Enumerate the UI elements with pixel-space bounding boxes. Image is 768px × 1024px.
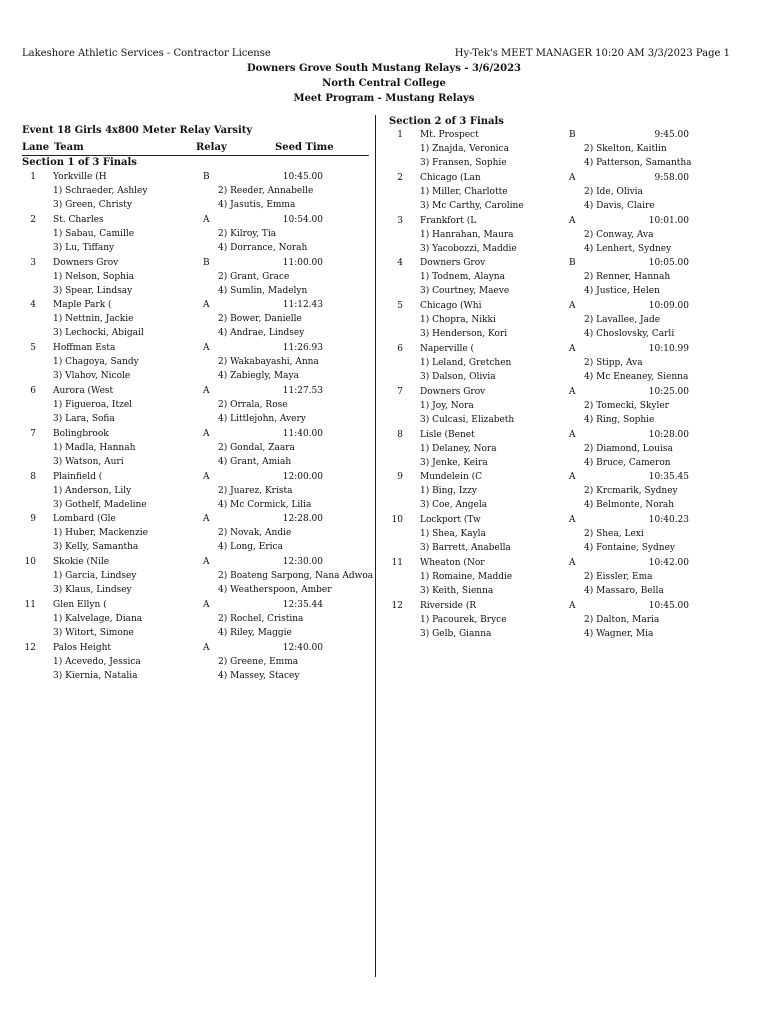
runner-3: 3) Lechocki, Abigail [53,328,144,339]
relay-letter: B [203,257,210,268]
runner-1: 1) Madla, Hannah [53,442,136,453]
runner-4: 4) Sumlin, Madelyn [218,285,308,296]
runner-3: 3) Klaus, Lindsey [53,585,132,596]
seed-time: 10:09.00 [648,301,689,312]
seed-time: 12:00.00 [282,471,323,482]
lane-number: 12 [24,642,36,653]
seed-time: 12:28.00 [282,514,323,525]
relay-entry [389,558,739,601]
relay-entry [22,215,372,258]
meet-title: Downers Grove South Mustang Relays - 3/6/2023 [247,63,521,74]
relay-entry [22,386,372,429]
column-header-relay: Relay [196,142,227,153]
relay-entry [389,515,739,558]
team-name: Plainfield ( [53,471,103,482]
relay-entry [22,172,372,215]
seed-time: 10:45.00 [648,600,689,611]
runner-2: 2) Shea, Lexi [584,529,644,540]
runner-4: 4) Patterson, Samantha [584,158,692,168]
runner-2: 2) Wakabayashi, Anna [218,357,319,368]
lane-number: 4 [30,300,36,311]
runner-4: 4) Weatherspoon, Amber [218,585,332,596]
lane-number: 11 [24,600,36,610]
column-header-seed-time: Seed Time [275,142,334,153]
runner-2: 2) Diamond, Louisa [584,443,673,454]
runner-3: 3) Fransen, Sophie [420,158,507,168]
relay-entry [389,173,739,216]
runner-2: 2) Tomecki, Skyler [584,400,669,411]
lane-number: 2 [30,214,36,225]
team-name: Lombard (Gle [53,514,116,525]
runner-1: 1) Huber, Mackenzie [53,528,149,539]
relay-letter: A [203,471,210,482]
relay-letter: A [569,386,576,397]
lane-number: 8 [397,429,403,440]
lane-number: 7 [397,386,403,397]
seed-time: 11:40.00 [282,428,323,439]
relay-letter: A [203,300,210,311]
runner-1: 1) Anderson, Lily [53,485,132,496]
runner-2: 2) Stipp, Ava [584,358,643,368]
relay-letter: A [203,428,210,439]
team-name: Lockport (Tw [420,515,481,526]
runner-4: 4) Dorrance, Norah [218,242,308,253]
runner-3: 3) Mc Carthy, Caroline [420,200,524,211]
team-name: Bolingbrook [53,428,109,439]
relay-letter: A [569,215,576,226]
relay-entry [22,472,372,515]
venue-title: North Central College [322,78,446,89]
relay-letter: A [569,301,576,312]
runner-2: 2) Lavallee, Jade [584,315,661,326]
runner-1: 1) Kalvelage, Diana [53,614,143,624]
runner-2: 2) Eissler, Ema [584,572,653,582]
runner-2: 2) Ide, Olivia [584,186,643,197]
relay-letter: A [569,172,576,183]
relay-entry [389,472,739,515]
relay-letter: B [203,172,210,182]
runner-4: 4) Massaro, Bella [584,586,664,596]
team-name: Chicago (Whi [420,301,482,312]
relay-entry [22,557,372,600]
relay-entry [22,514,372,557]
relay-letter: A [569,472,576,483]
runner-1: 1) Leland, Gretchen [420,358,512,368]
runner-1: 1) Acevedo, Jessica [53,656,141,667]
seed-time: 12:35.44 [282,600,323,610]
seed-time: 11:27.53 [282,386,323,396]
team-name: Riverside (R [420,600,477,611]
relay-entry [389,301,739,344]
team-name: Mundelein (C [420,472,483,483]
runner-4: 4) Justice, Helen [584,286,660,297]
runner-3: 3) Gelb, Gianna [420,628,492,639]
lane-number: 6 [397,344,403,354]
team-name: Naperville ( [420,344,475,354]
relay-entry [22,643,372,686]
team-name: Mt. Prospect [420,130,479,140]
relay-letter: A [203,557,210,568]
license-text: Lakeshore Athletic Services - Contractor License [22,48,271,59]
column-header-team: Team [54,142,84,153]
runner-3: 3) Lu, Tiffany [53,242,115,253]
header-rule [22,155,369,156]
event-title: Event 18 Girls 4x800 Meter Relay Varsity [22,125,253,136]
team-name: Yorkville (H [53,172,107,182]
seed-time: 12:40.00 [282,642,323,653]
relay-letter: A [569,600,576,611]
runner-4: 4) Lenhert, Sydney [584,243,672,254]
relay-entry [22,343,372,386]
runner-4: 4) Mc Cormick, Lilia [218,499,312,510]
runner-1: 1) Chopra, Nikki [420,315,496,326]
runner-1: 1) Shea, Kayla [420,529,486,540]
lane-number: 5 [397,301,403,312]
team-name: Chicago (Lan [420,172,481,183]
relay-entry [389,216,739,259]
relay-letter: A [203,642,210,653]
team-name: Frankfort (L [420,215,477,226]
runner-3: 3) Witort, Simone [53,628,134,638]
runner-1: 1) Todnem, Alayna [420,272,505,283]
runner-2: 2) Rochel, Cristina [218,614,304,624]
team-name: St. Charles [53,214,104,225]
lane-number: 4 [397,258,403,269]
runner-4: 4) Bruce, Cameron [584,457,671,468]
team-name: Glen Ellyn ( [53,600,107,610]
runner-4: 4) Massey, Stacey [218,670,300,681]
lane-number: 11 [391,558,403,568]
software-stamp: Hy-Tek's MEET MANAGER 10:20 AM 3/3/2023 Page 1 [454,48,730,59]
column-header-lane: Lane [22,142,50,153]
runner-4: 4) Ring, Sophie [584,414,655,425]
runner-2: 2) Reeder, Annabelle [218,186,314,196]
relay-letter: A [203,386,210,396]
runner-3: 3) Green, Christy [53,200,132,210]
runner-2: 2) Renner, Hannah [584,272,671,283]
relay-letter: A [203,214,210,225]
lane-number: 9 [30,514,36,525]
runner-1: 1) Sabau, Camille [53,228,135,239]
runner-2: 2) Juarez, Krista [218,485,293,496]
team-name: Lisle (Benet [420,429,475,440]
runner-4: 4) Mc Eneaney, Sienna [584,372,689,382]
runner-1: 1) Chagoya, Sandy [53,357,139,368]
relay-letter: A [203,514,210,525]
lane-number: 6 [30,386,36,396]
team-name: Downers Grov [420,386,486,397]
seed-time: 9:45.00 [654,130,689,140]
runner-1: 1) Pacourek, Bryce [420,614,507,625]
relay-entry [22,300,372,343]
seed-time: 9:58.00 [654,172,689,183]
runner-2: 2) Dalton, Maria [584,614,660,625]
seed-time: 10:28.00 [648,429,689,440]
column-divider [375,115,376,977]
runner-4: 4) Fontaine, Sydney [584,543,675,554]
relay-letter: A [203,343,210,354]
relay-entry [22,429,372,472]
runner-1: 1) Joy, Nora [420,400,474,411]
lane-number: 1 [397,130,403,140]
seed-time: 11:00.00 [282,257,323,268]
runner-1: 1) Bing, Izzy [420,486,477,497]
team-name: Aurora (West [53,386,114,396]
relay-letter: A [203,600,210,610]
lane-number: 3 [397,215,403,226]
runner-3: 3) Culcasi, Elizabeth [420,414,515,425]
runner-3: 3) Jenke, Keira [420,457,488,468]
lane-number: 10 [24,557,36,568]
lane-number: 1 [30,172,36,182]
seed-time: 12:30.00 [282,557,323,568]
program-title: Meet Program - Mustang Relays [293,93,475,104]
runner-4: 4) Riley, Maggie [218,628,292,638]
relay-letter: A [569,515,576,526]
lane-number: 2 [397,172,403,183]
runner-1: 1) Delaney, Nora [420,443,497,454]
runner-3: 3) Barrett, Anabella [420,543,511,554]
runner-2: 2) Orrala, Rose [218,400,288,410]
relay-entry [389,344,739,387]
relay-entry [389,130,739,173]
runner-1: 1) Garcia, Lindsey [53,571,137,582]
runner-4: 4) Jasutis, Emma [218,200,296,210]
runner-4: 4) Davis, Claire [584,200,655,211]
team-name: Palos Height [53,642,112,653]
seed-time: 10:25.00 [648,386,689,397]
relay-letter: A [569,558,576,568]
lane-number: 3 [30,257,36,268]
seed-time: 10:10.99 [648,344,689,354]
runner-1: 1) Figueroa, Itzel [53,400,133,410]
runner-3: 3) Keith, Sienna [420,586,494,596]
runner-3: 3) Coe, Angela [420,500,488,511]
seed-time: 11:26.93 [282,343,323,354]
team-name: Downers Grov [53,257,119,268]
team-name: Wheaton (Nor [420,558,485,568]
runner-2: 2) Grant, Grace [218,271,290,282]
seed-time: 10:01.00 [648,215,689,226]
section-1-title: Section 1 of 3 Finals [22,157,137,168]
runner-3: 3) Yacobozzi, Maddie [420,243,517,254]
runner-2: 2) Novak, Andie [218,528,292,539]
seed-time: 10:45.00 [282,172,323,182]
seed-time: 10:35.45 [648,472,689,483]
relay-letter: A [569,344,576,354]
relay-letter: B [569,258,576,269]
lane-number: 9 [397,472,403,483]
lane-number: 5 [30,343,36,354]
runner-2: 2) Greene, Emma [218,656,299,667]
runner-1: 1) Znajda, Veronica [420,144,509,154]
runner-4: 4) Wagner, Mia [584,628,654,639]
runner-4: 4) Choslovsky, Carli [584,329,675,340]
runner-3: 3) Spear, Lindsay [53,285,133,296]
relay-letter: B [569,130,576,140]
runner-1: 1) Nelson, Sophia [53,271,135,282]
runner-3: 3) Lara, Sofia [53,414,115,424]
runner-3: 3) Gothelf, Madeline [53,499,147,510]
runner-2: 2) Conway, Ava [584,229,654,240]
relay-entry [389,430,739,473]
runner-3: 3) Kelly, Samantha [53,542,139,553]
runner-2: 2) Boateng Sarpong, Nana Adwoa [218,571,374,582]
seed-time: 10:40.23 [648,515,689,526]
runner-2: 2) Bower, Danielle [218,314,302,325]
seed-time: 10:42.00 [648,558,689,568]
relay-entry [389,258,739,301]
runner-1: 1) Miller, Charlotte [420,186,508,197]
runner-3: 3) Watson, Auri [53,456,124,467]
runner-3: 3) Vlahov, Nicole [53,371,131,382]
runner-3: 3) Courtney, Maeve [420,286,510,297]
lane-number: 8 [30,471,36,482]
relay-entry [22,258,372,301]
runner-3: 3) Kiernia, Natalia [53,670,138,681]
runner-1: 1) Nettnin, Jackie [53,314,134,325]
relay-letter: A [569,429,576,440]
runner-3: 3) Dalson, Olivia [420,372,496,382]
runner-2: 2) Kilroy, Tia [218,228,277,239]
runner-2: 2) Krcmarik, Sydney [584,486,678,497]
lane-number: 10 [391,515,403,526]
section-2-title: Section 2 of 3 Finals [389,116,504,127]
relay-entry [389,601,739,644]
lane-number: 12 [391,600,403,611]
runner-3: 3) Henderson, Kori [420,329,508,340]
team-name: Skokie (Nile [53,557,110,568]
team-name: Maple Park ( [53,300,112,311]
runner-1: 1) Schraeder, Ashley [53,186,148,196]
runner-4: 4) Andrae, Lindsey [218,328,305,339]
runner-4: 4) Belmonte, Norah [584,500,675,511]
runner-4: 4) Zabiegly, Maya [218,371,299,382]
team-name: Downers Grov [420,258,486,269]
runner-4: 4) Long, Erica [218,542,283,553]
relay-entry [389,387,739,430]
seed-time: 11:12.43 [282,300,323,311]
runner-1: 1) Hanrahan, Maura [420,229,514,240]
runner-4: 4) Littlejohn, Avery [218,414,306,424]
team-name: Hoffman Esta [53,343,116,354]
runner-1: 1) Romaine, Maddie [420,572,513,582]
seed-time: 10:54.00 [282,214,323,225]
runner-4: 4) Grant, Amiah [218,456,292,467]
runner-2: 2) Skelton, Kaitlin [584,144,667,154]
runner-2: 2) Gondal, Zaara [218,442,295,453]
relay-entry [22,600,372,643]
seed-time: 10:05.00 [648,258,689,269]
lane-number: 7 [30,428,36,439]
